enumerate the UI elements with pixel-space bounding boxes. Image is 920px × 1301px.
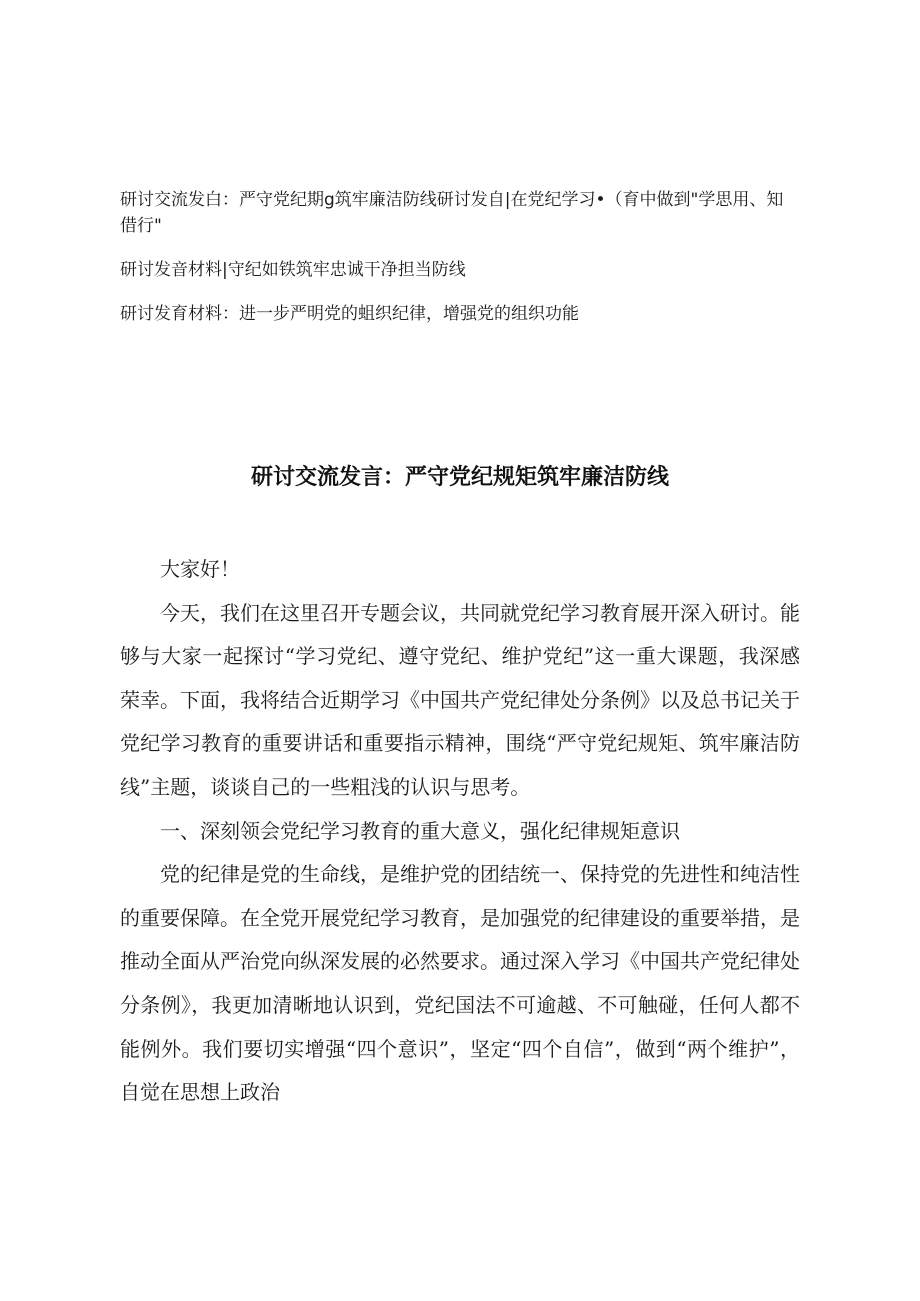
document-title: 研讨交流发言：严守党纪规矩筑牢廉洁防线 bbox=[250, 465, 669, 490]
intro-paragraph: 今天，我们在这里召开专题会议，共同就党纪学习教育展开深入研讨。能够与大家一起探讨“学习党纪、遵守党纪、维护党纪”这一重大课题，我深感荣幸。下面，我将结合近期学习《中国共产党纪律处分条例》以及总书记关于党纪学习教育的重要讲话和重要指示精神，围绕“严守党纪规矩、筑牢廉洁防线”主题，谈谈自己的一些粗浅的认识与思考。 bbox=[120, 600, 800, 799]
related-document-link[interactable]: 研讨发音材料|守纪如铁筑牢忠诚干净担当防线 bbox=[120, 260, 466, 280]
related-document-link[interactable]: 研讨交流发白：严守党纪期g筑牢廉洁防线研讨发自|在党纪学习•（育中做到"学思用、知借行" bbox=[120, 190, 784, 236]
related-document-link[interactable]: 研讨发育材料：进一步严明党的蛆织纪律，增强党的组织功能 bbox=[120, 304, 579, 324]
related-documents-list bbox=[120, 187, 800, 327]
section-paragraph: 党的纪律是党的生命线，是维护党的团结统一、保持党的先进性和纯洁性的重要保障。在全党开展党纪学习教育，是加强党的纪律建设的重要举措，是推动全面从严治党向纵深发展的必然要求。通过深入学习《中国共产党纪律处分条例》，我更加清晰地认识到，党纪国法不可逾越、不可触碰，任何人都不能例外。我们要切实增强“四个意识”，坚定“四个自信”，做到“两个维护”，自觉在思想上政治 bbox=[120, 862, 800, 1105]
greeting: 大家好！ bbox=[160, 557, 240, 581]
section-heading: 一、深刻领会党纪学习教育的重大意义，强化纪律规矩意识 bbox=[160, 818, 680, 843]
document-body bbox=[120, 548, 800, 1115]
